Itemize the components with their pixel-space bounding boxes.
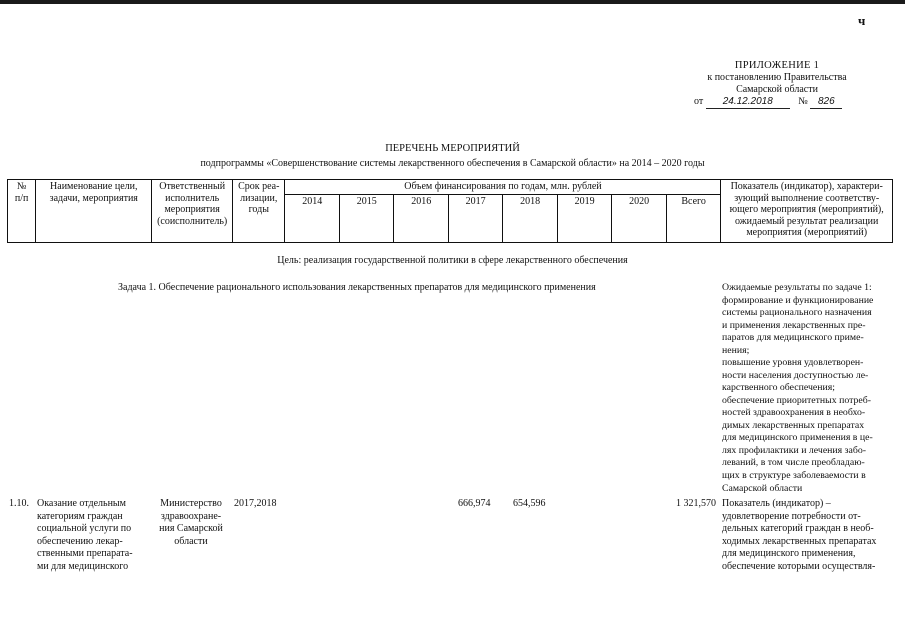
row-indicator: Показатель (индикатор) – удовлетворение потребности от- дельных категорий граждан в необ- ходимых лекарственных препаратах для медицинского применения, обеспечение которыми осуществля- xyxy=(722,498,877,572)
appendix-line-2: Самарской области xyxy=(736,83,818,95)
corner-mark: ч xyxy=(858,13,866,28)
header-year-2016: 2016 xyxy=(394,194,448,242)
appendix-block xyxy=(694,60,857,109)
expected-results: Ожидаемые результаты по задаче 1: формирование и функционирование системы рационального назначения и применения лекарственных пре- паратов для медицинского приме- нения; повышение уровня удовлетворен- ности населения доступностью ле- карственного обеспечения; обеспечение приоритетных потреб- ностей здравоохранения в необхо- димых лекарственных препаратах для медицинского применения в це- лях профилактики и лечения забо- леваний, в том числе преобладаю- щих в структуре заболеваемости в Самарской области xyxy=(722,282,874,494)
header-year-2018: 2018 xyxy=(503,194,557,242)
header-col-term: Срок реа- лизации, годы xyxy=(233,180,285,243)
number-value: 826 xyxy=(810,96,842,109)
date-value: 24.12.2018 xyxy=(706,96,790,109)
row-executor: Министерство здравоохране- ния Самарской области xyxy=(159,498,223,547)
row-name: Оказание отдельным категориям граждан социальной услуги по обеспечению лекар- ственными препарата- ми для медицинского xyxy=(37,498,133,572)
row-value-2018: 654,596 xyxy=(513,498,546,509)
header-year-2014: 2014 xyxy=(285,194,339,242)
header-table xyxy=(7,179,893,243)
header-year-2020: 2020 xyxy=(612,194,666,242)
goal-line: Цель: реализация государственной политики в сфере лекарственного обеспечения xyxy=(277,255,628,266)
row-number: 1.10. xyxy=(9,498,29,509)
header-year-2015: 2015 xyxy=(339,194,393,242)
row-value-total: 1 321,570 xyxy=(676,498,716,509)
header-col-executor: Ответственный исполнитель мероприятия (соисполнитель) xyxy=(152,180,233,243)
header-total: Всего xyxy=(666,194,721,242)
header-year-2017: 2017 xyxy=(448,194,502,242)
number-prefix: № xyxy=(798,96,808,108)
document-heading: ПЕРЕЧЕНЬ МЕРОПРИЯТИЙ xyxy=(385,143,520,154)
date-prefix: от xyxy=(694,96,704,108)
appendix-line-1: к постановлению Правительства xyxy=(707,72,847,84)
header-col-number: № п/п xyxy=(8,180,36,243)
document-subtitle: подпрограммы «Совершенствование системы лекарственного обеспечения в Самарской области» на 2014 – 2020 годы xyxy=(200,158,705,170)
header-col-indicator: Показатель (индикатор), характери- зующий выполнение соответству- ющего мероприятия (мероприятий), ожидаемый результат реализации мероприятия (мероприятий) xyxy=(721,180,893,243)
header-financing: Объем финансирования по годам, млн. рублей xyxy=(285,180,721,195)
appendix-title: ПРИЛОЖЕНИЕ 1 xyxy=(734,60,820,71)
header-col-name: Наименование цели, задачи, мероприятия xyxy=(36,180,152,243)
row-value-2017: 666,974 xyxy=(458,498,491,509)
document-title xyxy=(0,143,905,170)
row-term: 2017,2018 xyxy=(234,498,277,509)
header-year-2019: 2019 xyxy=(557,194,611,242)
appendix-date-line xyxy=(694,96,857,109)
scan-top-edge xyxy=(0,0,905,4)
task-line: Задача 1. Обеспечение рационального использования лекарственных препаратов для медицинского применения xyxy=(118,282,596,293)
